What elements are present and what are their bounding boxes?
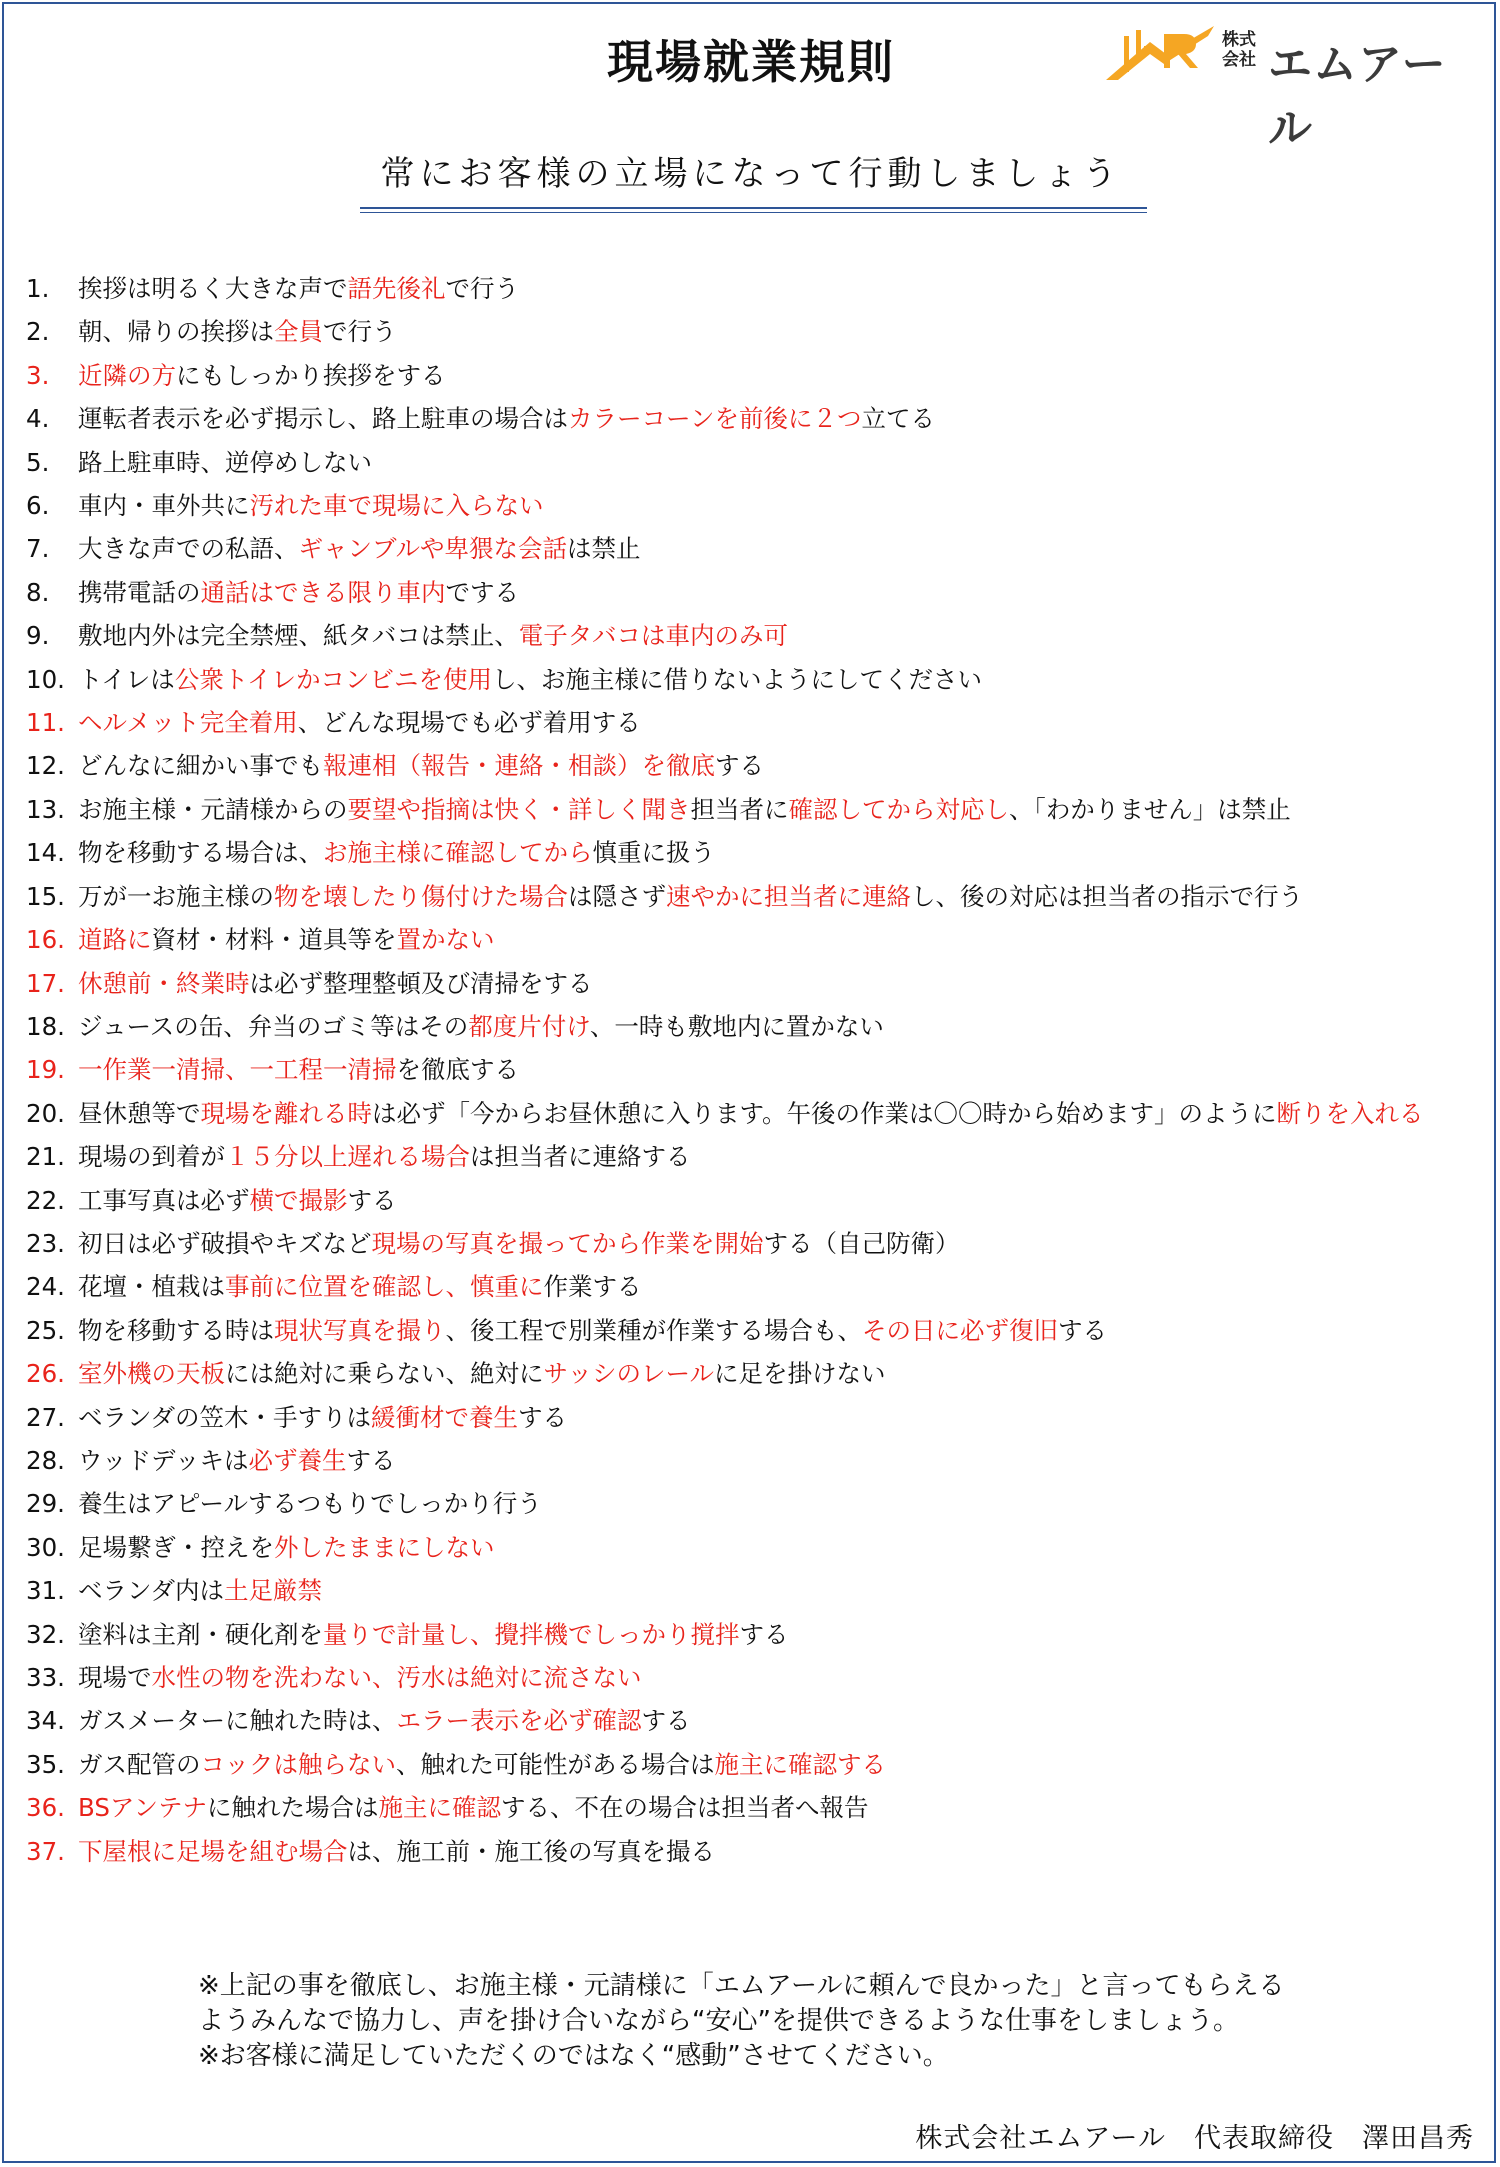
rule-item xyxy=(26,1786,1476,1829)
rule-text xyxy=(78,1092,1476,1135)
rule-number: 21. xyxy=(26,1142,65,1172)
rule-number: 4. xyxy=(26,404,50,434)
rule-segment: 、一時も敷地内に置かない xyxy=(589,1011,884,1041)
rule-segment: は担当者に連絡する xyxy=(470,1142,691,1172)
rule-segment: 工事写真は必ず xyxy=(78,1185,250,1215)
rule-segment: 花壇・植栽は xyxy=(78,1272,225,1302)
rule-segment: 、触れた可能性がある場合は xyxy=(396,1749,715,1779)
rule-text xyxy=(78,310,1476,353)
rule-number: 3. xyxy=(26,360,50,390)
rule-item xyxy=(26,310,1476,353)
rule-number: 22. xyxy=(26,1185,65,1215)
rule-number: 28. xyxy=(26,1445,65,1475)
rule-item xyxy=(26,1613,1476,1656)
rule-item xyxy=(26,1005,1476,1048)
rule-highlight: 施主に確認する xyxy=(714,1749,887,1779)
rule-highlight: 断りを入れる xyxy=(1276,1098,1424,1128)
rule-highlight: 下屋根に足場を組む場合 xyxy=(78,1836,348,1866)
rule-highlight: 施主に確認 xyxy=(378,1793,501,1823)
rule-item xyxy=(26,1699,1476,1742)
rule-segment: 運転者表示を必ず掲示し、路上駐車の場合は xyxy=(78,404,568,434)
rule-number: 27. xyxy=(26,1402,65,1432)
rule-item xyxy=(26,1352,1476,1395)
rule-highlight: コックは触らない xyxy=(200,1749,397,1779)
rule-text xyxy=(78,1699,1476,1742)
rule-segment: 大きな声での私語、 xyxy=(78,534,299,564)
rule-segment: は、施工前・施工後の写真を撮る xyxy=(347,1836,715,1866)
rule-highlight: 電子タバコは車内のみ可 xyxy=(518,621,789,651)
company-logo xyxy=(1104,22,1484,154)
rule-segment: 足場繋ぎ・控えを xyxy=(78,1532,274,1562)
rule-highlight: 緩衝材で養生 xyxy=(371,1402,519,1432)
rule-number: 8. xyxy=(26,577,50,607)
rule-highlight: 近隣の方 xyxy=(78,360,176,390)
page-subtitle: 常にお客様の立場になって行動しましょう xyxy=(380,154,1122,194)
rule-item xyxy=(26,788,1476,831)
rule-highlight: 現状写真を撮り xyxy=(274,1315,446,1345)
rule-item xyxy=(26,831,1476,874)
rule-segment: 初日は必ず破損やキズなど xyxy=(78,1228,372,1258)
rule-text xyxy=(78,701,1476,744)
rule-highlight: 土足厳禁 xyxy=(224,1576,323,1606)
rule-highlight: その日に必ず復旧 xyxy=(862,1315,1058,1345)
rule-text xyxy=(78,1613,1476,1656)
rule-text xyxy=(78,1396,1476,1439)
rule-segment: 担当者に xyxy=(690,794,789,824)
rule-text xyxy=(78,1135,1476,1178)
rule-text xyxy=(78,658,1476,701)
note-line-2: ようみんなで協力し、声を掛け合いながら“安心”を提供できるような仕事をしましょう。 xyxy=(198,2006,1239,2036)
rule-number: 1. xyxy=(26,274,50,303)
rule-item xyxy=(26,918,1476,961)
rule-highlight: 全員 xyxy=(274,317,323,347)
rule-highlight: 必ず養生 xyxy=(248,1445,347,1475)
rule-item xyxy=(26,484,1476,527)
rule-segment: 、どんな現場でも必ず着用する xyxy=(297,708,641,738)
house-logo-icon xyxy=(1104,24,1216,84)
rule-segment: 万が一お施主様の xyxy=(78,881,274,911)
rule-text xyxy=(78,875,1476,918)
rule-segment: で行う xyxy=(445,274,519,303)
rule-segment: する xyxy=(518,1402,568,1432)
rule-item xyxy=(26,267,1476,310)
rule-number: 23. xyxy=(26,1228,65,1258)
rule-number: 30. xyxy=(26,1532,65,1562)
rule-highlight: 要望や指摘は快く・詳しく聞き xyxy=(347,794,691,824)
rule-segment: ジュースの缶、弁当のゴミ等はその xyxy=(78,1011,469,1041)
rule-text xyxy=(78,527,1476,570)
rule-number: 10. xyxy=(26,664,65,694)
rule-segment: には絶対に乗らない、絶対に xyxy=(225,1359,544,1389)
rule-segment: は隠さず xyxy=(568,881,666,911)
rule-segment: に触れた場合は xyxy=(206,1793,379,1823)
rule-text xyxy=(78,1656,1476,1699)
rule-segment: 昼休憩等で xyxy=(78,1098,201,1128)
rule-segment: 現場の到着が xyxy=(78,1142,225,1172)
rule-number: 31. xyxy=(26,1576,65,1606)
rule-number: 18. xyxy=(26,1011,65,1041)
rule-text xyxy=(78,267,1476,310)
rule-number: 20. xyxy=(26,1098,65,1128)
rule-item xyxy=(26,1396,1476,1439)
rule-item xyxy=(26,1309,1476,1352)
rule-highlight: 室外機の天板 xyxy=(78,1359,225,1389)
rule-number: 6. xyxy=(26,491,50,521)
rule-item xyxy=(26,1179,1476,1222)
rule-segment: 車内・車外共に xyxy=(78,491,250,521)
note-line-3: ※お客様に満足していただくのではなく“感動”させてください。 xyxy=(198,2041,949,2071)
rule-highlight: ヘルメット完全着用 xyxy=(78,708,298,738)
rule-number: 2. xyxy=(26,317,50,347)
rule-item xyxy=(26,875,1476,918)
rule-number: 35. xyxy=(26,1749,65,1779)
rule-segment: 作業する xyxy=(543,1272,642,1302)
rule-text xyxy=(78,744,1476,787)
rule-text xyxy=(78,1222,1476,1265)
rule-text xyxy=(78,484,1476,527)
rule-highlight: 道路に xyxy=(78,925,152,955)
rule-segment: 、「わかりません」は禁止 xyxy=(1009,794,1291,824)
rule-item xyxy=(26,744,1476,787)
subtitle-underline xyxy=(360,207,1147,209)
rule-highlight: 物を壊したり傷付けた場合 xyxy=(274,881,568,911)
rule-number: 13. xyxy=(26,794,65,824)
rule-segment: し、お施主様に借りないようにしてください xyxy=(492,664,983,694)
rule-number: 7. xyxy=(26,534,50,564)
rule-segment: 物を移動する時は xyxy=(78,1315,274,1345)
rule-segment: お施主様・元請様からの xyxy=(78,794,348,824)
note-line-1: ※上記の事を徹底し、お施主様・元請様に「エムアールに頼んで良かった」と言ってもらえる xyxy=(198,1971,1285,2001)
rule-segment: 路上駐車時、逆停めしない xyxy=(78,447,372,477)
rule-highlight: 置かない xyxy=(396,925,495,955)
rule-highlight: エラー表示を必ず確認 xyxy=(396,1706,642,1736)
rule-item xyxy=(26,397,1476,440)
rule-number: 32. xyxy=(26,1619,65,1649)
rule-segment: 慎重に扱う xyxy=(592,838,715,868)
rule-text xyxy=(78,1048,1476,1091)
rule-item xyxy=(26,1048,1476,1091)
rule-text xyxy=(78,1743,1476,1786)
rule-item xyxy=(26,571,1476,614)
rule-segment: 挨拶は明るく大きな声で xyxy=(78,274,348,303)
rule-text xyxy=(78,788,1476,831)
rule-segment: ガス配管の xyxy=(78,1749,201,1779)
rule-number: 11. xyxy=(26,708,65,738)
rule-highlight: 現場の写真を撮ってから作業を開始 xyxy=(371,1228,764,1258)
rule-highlight: 語先後礼 xyxy=(347,274,446,303)
rule-segment: する xyxy=(715,751,764,781)
rule-highlight: 報連相（報告・連絡・相談）を徹底 xyxy=(323,751,715,781)
rule-segment: どんなに細かい事でも xyxy=(78,751,323,781)
rule-item xyxy=(26,614,1476,657)
rule-item xyxy=(26,701,1476,744)
rule-number: 9. xyxy=(26,621,50,651)
rule-segment: にもしっかり挨拶をする xyxy=(176,360,446,390)
rule-segment: は必ず整理整頓及び清掃をする xyxy=(249,968,593,998)
rule-number: 16. xyxy=(26,925,65,955)
rule-segment: する xyxy=(346,1445,396,1475)
rule-segment: 朝、帰りの挨拶は xyxy=(78,317,274,347)
rule-item xyxy=(26,1135,1476,1178)
rule-highlight: お施主様に確認してから xyxy=(323,838,593,868)
rule-text xyxy=(78,1309,1476,1352)
rule-highlight: サッシのレール xyxy=(543,1359,715,1389)
rule-number: 19. xyxy=(26,1055,65,1085)
rule-text xyxy=(78,1265,1476,1308)
rule-text xyxy=(78,571,1476,614)
rule-highlight: 量りで計量し、攪拌機でしっかり撹拌 xyxy=(323,1619,740,1649)
rule-segment: する xyxy=(641,1706,691,1736)
rule-highlight: 横で撮影 xyxy=(249,1185,348,1215)
rule-highlight: 現場を離れる時 xyxy=(200,1098,372,1128)
rule-segment: 敷地内外は完全禁煙、紙タバコは禁止、 xyxy=(78,621,519,651)
document-frame xyxy=(2,2,1496,2163)
rule-highlight: 速やかに担当者に連絡 xyxy=(666,881,911,911)
rule-item xyxy=(26,1439,1476,1482)
rule-number: 36. xyxy=(26,1793,65,1823)
rule-segment: ベランダの笠木・手すりは xyxy=(78,1402,372,1432)
rule-item xyxy=(26,1482,1476,1525)
rule-segment: は禁止 xyxy=(567,534,641,564)
rule-segment: する xyxy=(347,1185,397,1215)
rule-segment: ガスメーターに触れた時は、 xyxy=(78,1706,397,1736)
rule-segment: でする xyxy=(445,577,519,607)
rule-number: 24. xyxy=(26,1272,65,1302)
rule-item xyxy=(26,1743,1476,1786)
rule-highlight: ギャンブルや卑猥な会話 xyxy=(298,534,568,564)
rule-segment: 、後工程で別業種が作業する場合も、 xyxy=(445,1315,862,1345)
rule-number: 12. xyxy=(26,751,65,781)
rule-highlight: 汚れた車で現場に入らない xyxy=(249,491,544,521)
rule-item xyxy=(26,1526,1476,1569)
logo-company-name: エムアール xyxy=(1268,39,1447,154)
rule-highlight: 通話はできる限り車内 xyxy=(200,577,446,607)
rule-text xyxy=(78,831,1476,874)
closing-note xyxy=(198,1969,1488,2074)
rule-segment: 立てる xyxy=(861,404,936,434)
rule-segment: ウッドデッキは xyxy=(78,1445,249,1475)
rule-highlight: 確認してから対応し xyxy=(788,794,1009,824)
rule-segment: を徹底する xyxy=(396,1055,519,1085)
rule-text xyxy=(78,397,1476,440)
rule-segment: し、後の対応は担当者の指示で行う xyxy=(911,881,1303,911)
rule-segment: 塗料は主剤・硬化剤を xyxy=(78,1619,323,1649)
rule-text xyxy=(78,354,1476,397)
rule-text xyxy=(78,1830,1476,1873)
rule-segment: する、不在の場合は担当者へ報告 xyxy=(500,1793,869,1823)
rule-text xyxy=(78,441,1476,484)
rule-segment: トイレは xyxy=(78,664,175,694)
rule-number: 5. xyxy=(26,447,50,477)
rule-text xyxy=(78,1569,1476,1612)
rule-highlight: 都度片付け xyxy=(468,1011,590,1041)
rule-number: 25. xyxy=(26,1315,65,1345)
rule-text xyxy=(78,614,1476,657)
rule-item xyxy=(26,1656,1476,1699)
rule-highlight: 公衆トイレかコンビニを使用 xyxy=(174,664,493,694)
rule-text xyxy=(78,918,1476,961)
rule-highlight: 休憩前・終業時 xyxy=(78,968,250,998)
rule-item xyxy=(26,354,1476,397)
rule-item xyxy=(26,1092,1476,1135)
rules-list xyxy=(26,267,1476,1873)
logo-kabushiki-text: 株式会社 xyxy=(1222,30,1256,70)
rule-text xyxy=(78,1786,1476,1829)
rule-highlight: 水性の物を洗わない、汚水は絶対に流さない xyxy=(151,1663,642,1692)
rule-segment: で行う xyxy=(323,317,397,347)
rule-item xyxy=(26,1830,1476,1873)
rule-text xyxy=(78,1439,1476,1482)
rule-segment: に足を掛けない xyxy=(714,1359,886,1389)
rule-item xyxy=(26,1569,1476,1612)
rule-segment: ベランダ内は xyxy=(78,1576,225,1606)
rule-text xyxy=(78,962,1476,1005)
rule-segment: 携帯電話の xyxy=(78,577,201,607)
rule-text xyxy=(78,1526,1476,1569)
subtitle-underline-thin xyxy=(360,212,1147,213)
rule-segment: する xyxy=(1058,1315,1107,1345)
rule-segment: 物を移動する場合は、 xyxy=(78,838,323,868)
rule-item xyxy=(26,1222,1476,1265)
rule-number: 29. xyxy=(26,1489,65,1519)
rule-number: 17. xyxy=(26,968,65,998)
rule-item xyxy=(26,441,1476,484)
rule-number: 37. xyxy=(26,1836,65,1866)
rule-number: 15. xyxy=(26,881,65,911)
rule-item xyxy=(26,658,1476,701)
rule-segment: 現場で xyxy=(78,1663,152,1692)
rule-highlight: 外したままにしない xyxy=(274,1532,495,1562)
rule-segment: する xyxy=(739,1619,789,1649)
rule-number: 26. xyxy=(26,1359,65,1389)
rule-text xyxy=(78,1352,1476,1395)
rule-text xyxy=(78,1179,1476,1222)
rule-item xyxy=(26,962,1476,1005)
signature: 株式会社エムアール 代表取締役 澤田昌秀 xyxy=(915,2123,1474,2154)
page-title: 現場就業規則 xyxy=(607,35,895,89)
rule-text xyxy=(78,1482,1476,1525)
rule-number: 14. xyxy=(26,838,65,868)
rule-segment: 資材・材料・道具等を xyxy=(151,925,397,955)
rule-highlight: 事前に位置を確認し、慎重に xyxy=(225,1272,544,1302)
rule-highlight: BSアンテナ xyxy=(78,1793,207,1823)
rule-highlight: １５分以上遅れる場合 xyxy=(225,1142,470,1172)
rule-segment: は必ず「今からお昼休憩に入ります。午後の作業は〇〇時から始めます」のように xyxy=(372,1098,1277,1128)
rule-number: 34. xyxy=(26,1706,65,1736)
rule-text xyxy=(78,1005,1476,1048)
rule-segment: 養生はアピールするつもりでしっかり行う xyxy=(78,1489,542,1519)
rule-highlight: 一作業一清掃、一工程一清掃 xyxy=(78,1055,397,1085)
rule-segment: する（自己防衛） xyxy=(763,1228,960,1258)
rule-item xyxy=(26,527,1476,570)
rule-number: 33. xyxy=(26,1663,65,1692)
rule-highlight: カラーコーンを前後に２つ xyxy=(568,404,862,434)
rule-item xyxy=(26,1265,1476,1308)
